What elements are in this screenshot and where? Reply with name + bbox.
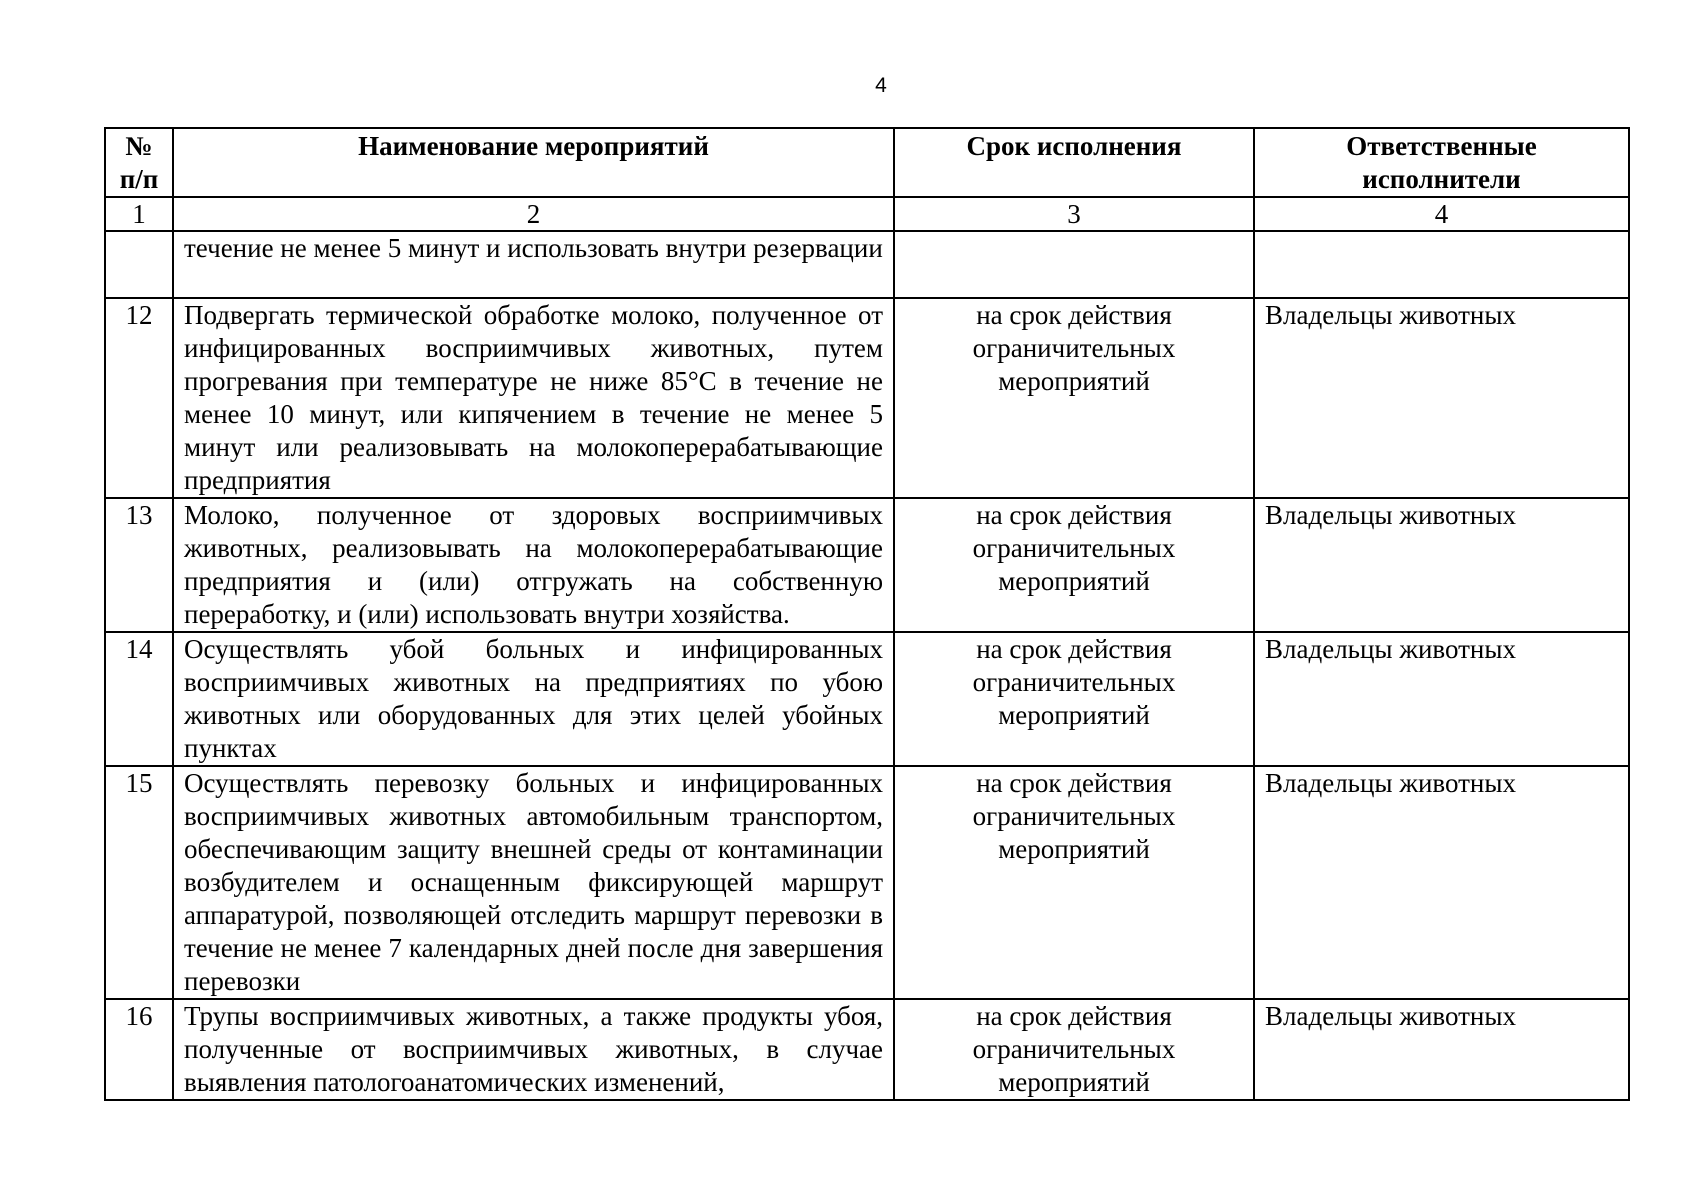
measure-text: Молоко, полученное от здоровых восприимчивых животных, реализовывать на молокоперерабатывающие предприятия и (или) отгружать на собственную переработку, и (или) использовать внутри хозяйства. (173, 498, 894, 632)
header-number: № п/п (105, 128, 173, 197)
deadline-text: на срок действия ограничительных мероприятий (894, 498, 1254, 632)
deadline-text: на срок действия ограничительных мероприятий (894, 298, 1254, 498)
measure-text: Осуществлять убой больных и инфицированных восприимчивых животных на предприятиях по убою животных или оборудованных для этих целей убойных пунктах (173, 632, 894, 766)
header-deadline: Срок исполнения (894, 128, 1254, 197)
responsible-text: Владельцы животных (1254, 999, 1629, 1100)
measure-text: Подвергать термической обработке молоко, полученное от инфицированных восприимчивых животных, путем прогревания при температуре не ниже 85°С в течение не менее 10 минут, или кипячением в течение не менее 5 минут или реализовывать на молокоперерабатывающие предприятия (173, 298, 894, 498)
column-number: 2 (173, 197, 894, 231)
header-responsible: Ответственные исполнители (1254, 128, 1629, 197)
column-number: 3 (894, 197, 1254, 231)
deadline-text: на срок действия ограничительных мероприятий (894, 999, 1254, 1100)
measure-text: Трупы восприимчивых животных, а также продукты убоя, полученные от восприимчивых животных, в случае выявления патологоанатомических изменений, (173, 999, 894, 1100)
row-number: 14 (105, 632, 173, 766)
row-number (105, 231, 173, 298)
table-row (105, 766, 1629, 999)
column-number: 4 (1254, 197, 1629, 231)
header-measure-name: Наименование мероприятий (173, 128, 894, 197)
row-number: 16 (105, 999, 173, 1100)
responsible-text: Владельцы животных (1254, 632, 1629, 766)
page-number: 4 (875, 74, 887, 97)
table-row (105, 231, 1629, 298)
row-number: 13 (105, 498, 173, 632)
deadline-text: на срок действия ограничительных мероприятий (894, 632, 1254, 766)
deadline-text: на срок действия ограничительных мероприятий (894, 766, 1254, 999)
responsible-text: Владельцы животных (1254, 298, 1629, 498)
measure-text: Осуществлять перевозку больных и инфицированных восприимчивых животных автомобильным транспортом, обеспечивающим защиту внешней среды от контаминации возбудителем и оснащенным фиксирующей маршрут аппаратурой, позволяющей отследить маршрут перевозки в течение не менее 7 календарных дней после дня завершения перевозки (173, 766, 894, 999)
table-row (105, 632, 1629, 766)
row-number: 15 (105, 766, 173, 999)
responsible-text: Владельцы животных (1254, 766, 1629, 999)
row-number: 12 (105, 298, 173, 498)
table-row (105, 999, 1629, 1100)
column-number: 1 (105, 197, 173, 231)
responsible-text (1254, 231, 1629, 298)
table-header-row (105, 128, 1629, 197)
responsible-text: Владельцы животных (1254, 498, 1629, 632)
table-row (105, 498, 1629, 632)
table-row (105, 298, 1629, 498)
measure-text: течение не менее 5 минут и использовать внутри резервации (173, 231, 894, 298)
measures-table (104, 127, 1630, 1101)
deadline-text (894, 231, 1254, 298)
column-number-row (105, 197, 1629, 231)
